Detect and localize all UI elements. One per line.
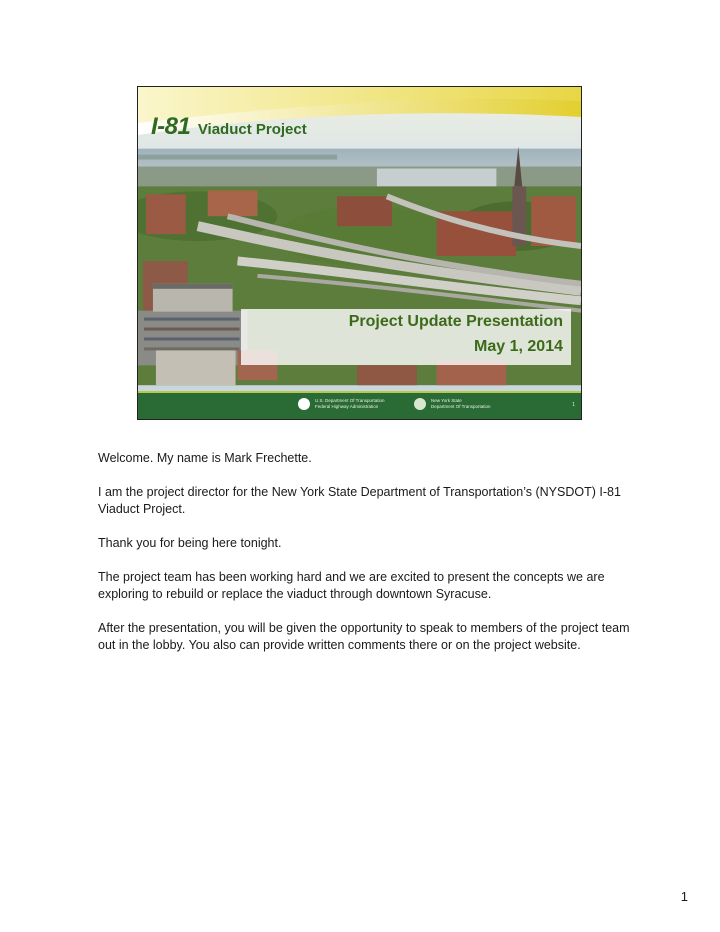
federal-agency-logo [298,398,385,410]
speaker-notes [98,450,638,671]
page-number: 1 [680,889,688,904]
slide-title [151,113,307,141]
notes-paragraph: After the presentation, you will be given the opportunity to speak to members of the project team out in the lobby. You also can provide written comments there or on the project website. [98,621,630,652]
slide-thumbnail [137,86,582,420]
slide-number: 1 [572,402,575,408]
federal-agency-line1: U.S. Department Of Transportation [315,398,385,403]
slide-footer [138,391,581,419]
notes-paragraph: The project team has been working hard and we are excited to present the concepts we are exploring to rebuild or replace the viaduct through downtown Syracuse. [98,570,605,601]
callout-date: May 1, 2014 [474,338,563,355]
state-agency-logo [414,398,491,410]
state-agency-line2: Department Of Transportation [431,404,491,409]
callout-heading: Project Update Presentation [348,313,563,330]
usdot-seal-icon [298,398,310,410]
state-agency-line1: New York State [431,398,462,403]
notes-paragraph: Welcome. My name is Mark Frechette. [98,451,312,465]
federal-agency-line2: Federal Highway Administration [315,404,379,409]
notes-paragraph: I am the project director for the New York State Department of Transportation’s (NYSDOT) I-81 Viaduct Project. [98,485,621,516]
slide-callout-box [241,309,571,365]
slide-title-suffix: Viaduct Project [197,121,307,138]
slide-title-prefix: I-81 [151,113,191,140]
nysdot-seal-icon [414,398,426,410]
notes-paragraph: Thank you for being here tonight. [98,536,282,550]
